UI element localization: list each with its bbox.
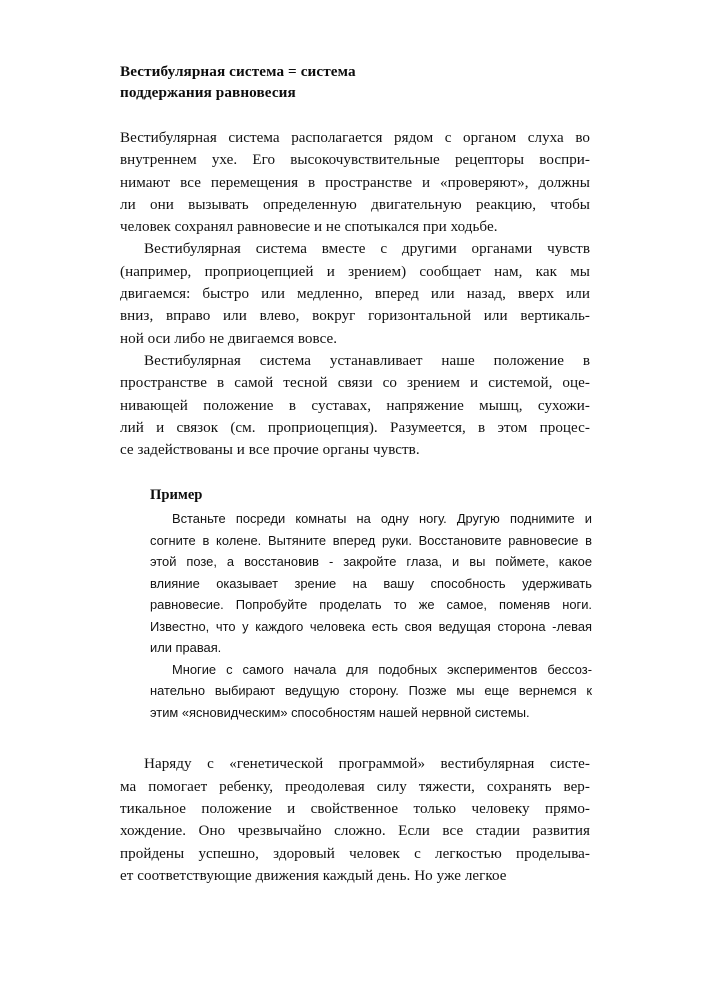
page-title — [120, 62, 590, 103]
closing-text-block — [120, 753, 590, 887]
page-content — [120, 62, 590, 887]
paragraph-line: ма помогает ребенку, преодолевая силу тяжести, сохранять вер- — [120, 778, 590, 795]
paragraph-line — [120, 753, 590, 775]
paragraph-1 — [120, 127, 590, 238]
paragraph-line: вниз, вправо или влево, вокруг горизонтальной или вертикаль- — [120, 308, 590, 325]
page-title-line-1: Вестибулярная система = система — [120, 63, 356, 80]
example-line-text: Многие с самого начала для подобных экспериментов бессоз- — [172, 661, 592, 677]
body-text-block — [120, 127, 590, 461]
example-line: этим «ясновидческим» способностям нашей нервной системы. — [150, 704, 530, 720]
example-line: или правая. — [150, 640, 222, 656]
example-paragraph-2 — [150, 659, 592, 724]
paragraph-line: (например, проприоцепцией и зрением) сообщает нам, как мы — [120, 263, 590, 280]
paragraph-line — [120, 350, 590, 372]
paragraph-line: Вестибулярная система располагается рядом с органом слуха во — [120, 130, 590, 146]
example-line: нательно выбирают ведущую сторону. Позже мы еще вернемся к — [150, 683, 592, 699]
example-line: согните в колене. Вытяните вперед руки. Восстановите равновесие в — [150, 532, 592, 548]
paragraph-line: ли они вызывать определенную двигательную реакцию, чтобы — [120, 196, 590, 213]
paragraph-3 — [120, 350, 590, 461]
paragraph-2 — [120, 238, 590, 349]
paragraph-line: се задействованы и все прочие органы чувств. — [120, 442, 420, 459]
example-line — [150, 508, 592, 530]
example-line-text: Встаньте посреди комнаты на одну ногу. Другую поднимите и — [172, 511, 592, 527]
paragraph-line: лий и связок (см. проприоцепция). Разумеется, в этом процес- — [120, 419, 590, 436]
paragraph-4 — [120, 753, 590, 887]
example-line — [150, 659, 592, 681]
example-block — [150, 486, 592, 723]
paragraph-line: двигаемся: быстро или медленно, вперед или назад, вверх или — [120, 286, 590, 303]
paragraph-line: внутреннем ухе. Его высокочувствительные рецепторы воспри- — [120, 152, 590, 169]
paragraph-line: ной оси либо не двигаемся вовсе. — [120, 330, 338, 347]
paragraph-line: ет соответствующие движения каждый день. Но уже легкое — [120, 867, 507, 884]
paragraph-line: хождение. Оно чрезвычайно сложно. Если все стадии развития — [120, 823, 590, 840]
example-paragraph-1 — [150, 508, 592, 659]
paragraph-line: нимают все перемещения в пространстве и «проверяют», должны — [120, 174, 590, 191]
paragraph-line: пройдены успешно, здоровый человек с легкостью проделыва- — [120, 845, 590, 862]
paragraph-line: нивающей положение в суставах, напряжение мышц, сухожи- — [120, 397, 590, 414]
paragraph-line-text: Наряду с «генетической программой» вестибулярная систе- — [144, 756, 590, 773]
paragraph-line: человек сохранял равновесие и не спотыкался при ходьбе. — [120, 219, 498, 236]
example-line: Известно, что у каждого человека есть своя ведущая сторона -левая — [150, 618, 592, 634]
example-title: Пример — [150, 487, 203, 504]
example-line: влияние оказывает зрение на вашу способность удерживать — [150, 575, 592, 591]
paragraph-line: тикальное положение и свойственное только человеку прямо- — [120, 801, 590, 818]
example-line: этой позе, а восстановив - закройте глаза, и вы поймете, какое — [150, 554, 592, 570]
paragraph-line: пространстве в самой тесной связи со зрением и системой, оце- — [120, 375, 590, 392]
example-line: равновесие. Попробуйте проделать то же самое, поменяв ноги. — [150, 597, 592, 613]
paragraph-line-text: Вестибулярная система вместе с другими органами чувств — [144, 241, 590, 258]
page-title-line-2: поддержания равновесия — [120, 83, 296, 101]
paragraph-line-text: Вестибулярная система устанавливает наше положение в — [144, 352, 590, 369]
paragraph-line — [120, 238, 590, 260]
